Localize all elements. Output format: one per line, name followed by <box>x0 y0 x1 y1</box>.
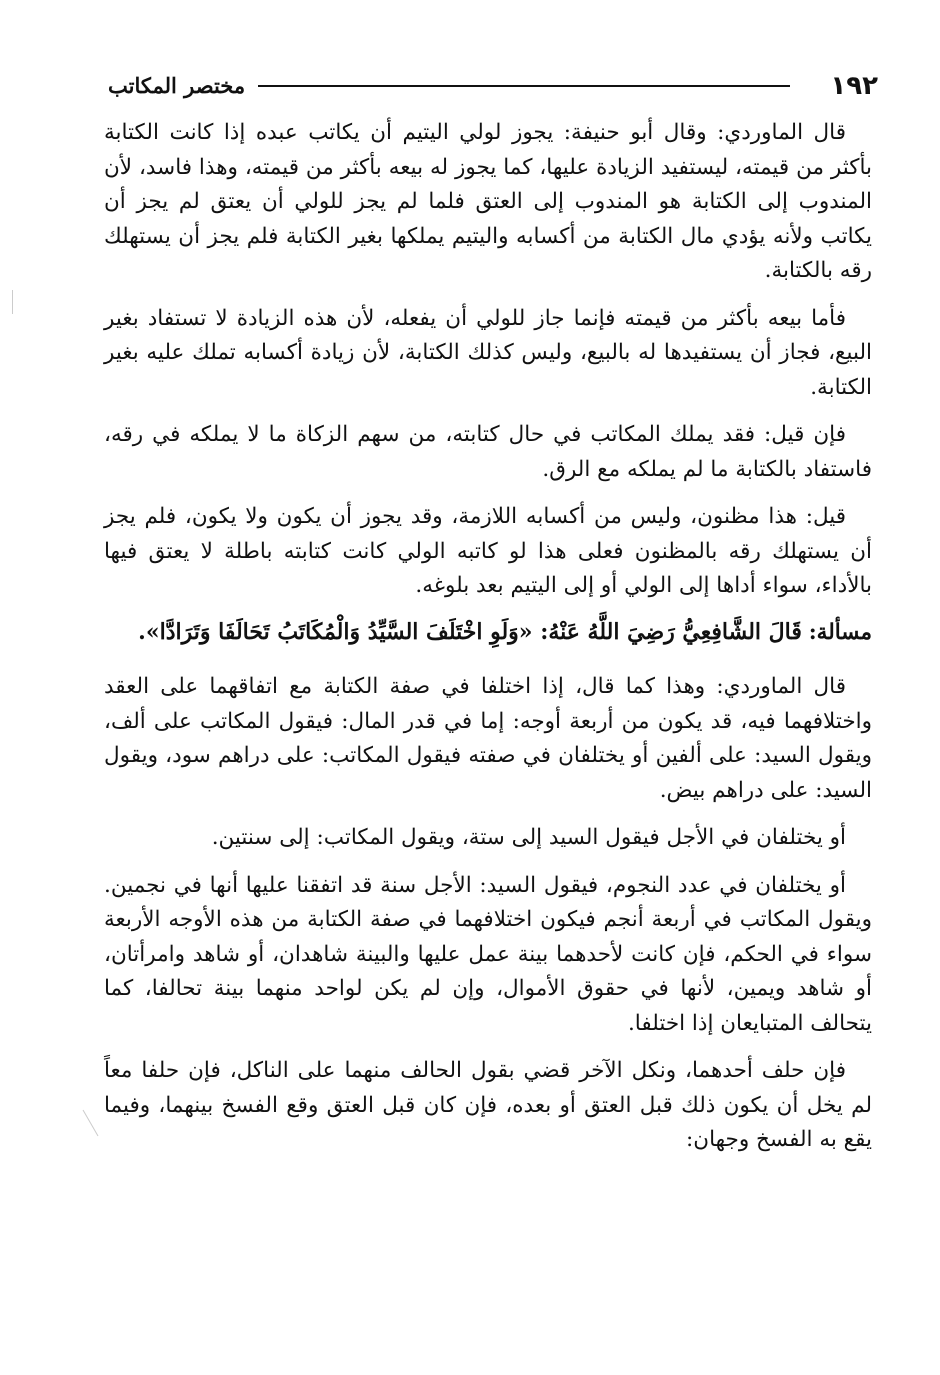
paragraph-3: فإن قيل: فقد يملك المكاتب في حال كتابته، من سهم الزكاة ما لا يملكه في رقه، فاستفاد بالكتابة ما لم يملكه مع الرق. <box>104 422 872 482</box>
paragraph-8: فإن حلف أحدهما، ونكل الآخر قضي بقول الحالف منهما على الناكل، فإن حلفا معاً لم يخل أن يكون ذلك قبل العتق أو بعده، فإن كان قبل العتق وقع الفسخ بينهما، وفيما يقع به الفسخ وجهان: <box>104 1058 872 1152</box>
page-number: ١٩٢ <box>830 71 878 101</box>
paragraph-6: أو يختلفان في الأجل فيقول السيد إلى ستة، ويقول المكاتب: إلى سنتين. <box>211 825 846 850</box>
issue-quote: قَالَ الشَّافِعِيُّ رَضِيَ اللَّهُ عَنْهُ: «وَلَوِ اخْتَلَفَ السَّيِّدُ وَالْمُكَاتَبُ تَحَالَفَا وَتَرَادَّا». <box>138 618 802 645</box>
header-rule <box>258 85 790 87</box>
scan-mark <box>83 1110 99 1136</box>
paragraph-4: قيل: هذا مظنون، وليس من أكسابه اللازمة، وقد يجوز أن يكون ولا يكون، فلم يجز أن يستهلك رقه بالمظنون فعلى هذا لو كاتبه الولي كانت كتابته باطلة لا يعتق فيها بالأداء، سواء أداها إلى الولي أو إلى اليتيم بعد بلوغه. <box>104 504 872 598</box>
page-body <box>104 116 872 1171</box>
paragraph-5: قال الماوردي: وهذا كما قال، إذا اختلفا في صفة الكتابة مع اتفاقهما على العقد واختلافهما فيه، قد يكون من أربعة أوجه: إما في قدر المال: فيقول المكاتب على ألف، ويقول السيد: على ألفين أو يختلفان في صفته فيقول المكاتب: على دراهم سود، ويقول السيد: على دراهم بيض. <box>104 674 872 803</box>
issue-label: مسألة: <box>808 619 872 645</box>
issue-heading <box>104 615 872 651</box>
running-title: مختصر المكاتب <box>108 73 246 98</box>
paragraph-1: قال الماوردي: وقال أبو حنيفة: يجوز لولي اليتيم أن يكاتب عبده إذا كانت الكتابة بأكثر من قيمته، ليستفيد الزيادة عليها، كما يجوز له بيعه بأكثر من قيمته، وهذا فاسد، لأن المندوب إلى الكتابة هو المندوب إلى العتق فلما لم يجز للولي أن يعتق لم يجز أن يكاتب ولأنه يؤدي مال الكتابة من أكسابه واليتيم يملكها بغير الكتابة فلم يجز أن يستهلك رقه بالكتابة. <box>104 120 872 283</box>
paragraph-7: أو يختلفان في عدد النجوم، فيقول السيد: الأجل سنة قد اتفقنا عليها أنها في نجمين. ويقول المكاتب في أربعة أنجم فيكون اختلافهما في صفة الكتابة من هذه الأوجه الأربعة سواء في الحكم، فإن كانت لأحدهما بينة عمل عليها والبينة شاهدان، أو شاهد وامرأتان، أو شاهد ويمين، لأنها في حقوق الأموال، وإن لم يكن لواحد منهما بينة تحالفا، كما يتحالف المتبايعان إذا اختلفا. <box>104 872 872 1036</box>
scan-mark <box>12 290 13 314</box>
paragraph-2: فأما بيعه بأكثر من قيمته فإنما جاز للولي أن يفعله، لأن هذه الزيادة لا تستفاد بغير البيع، فجاز أن يستفيدها له بالبيع، وليس كذلك الكتابة، لأن زيادة أكسابه تملك عليه بغير الكتابة. <box>104 305 872 400</box>
page-header <box>108 68 878 104</box>
